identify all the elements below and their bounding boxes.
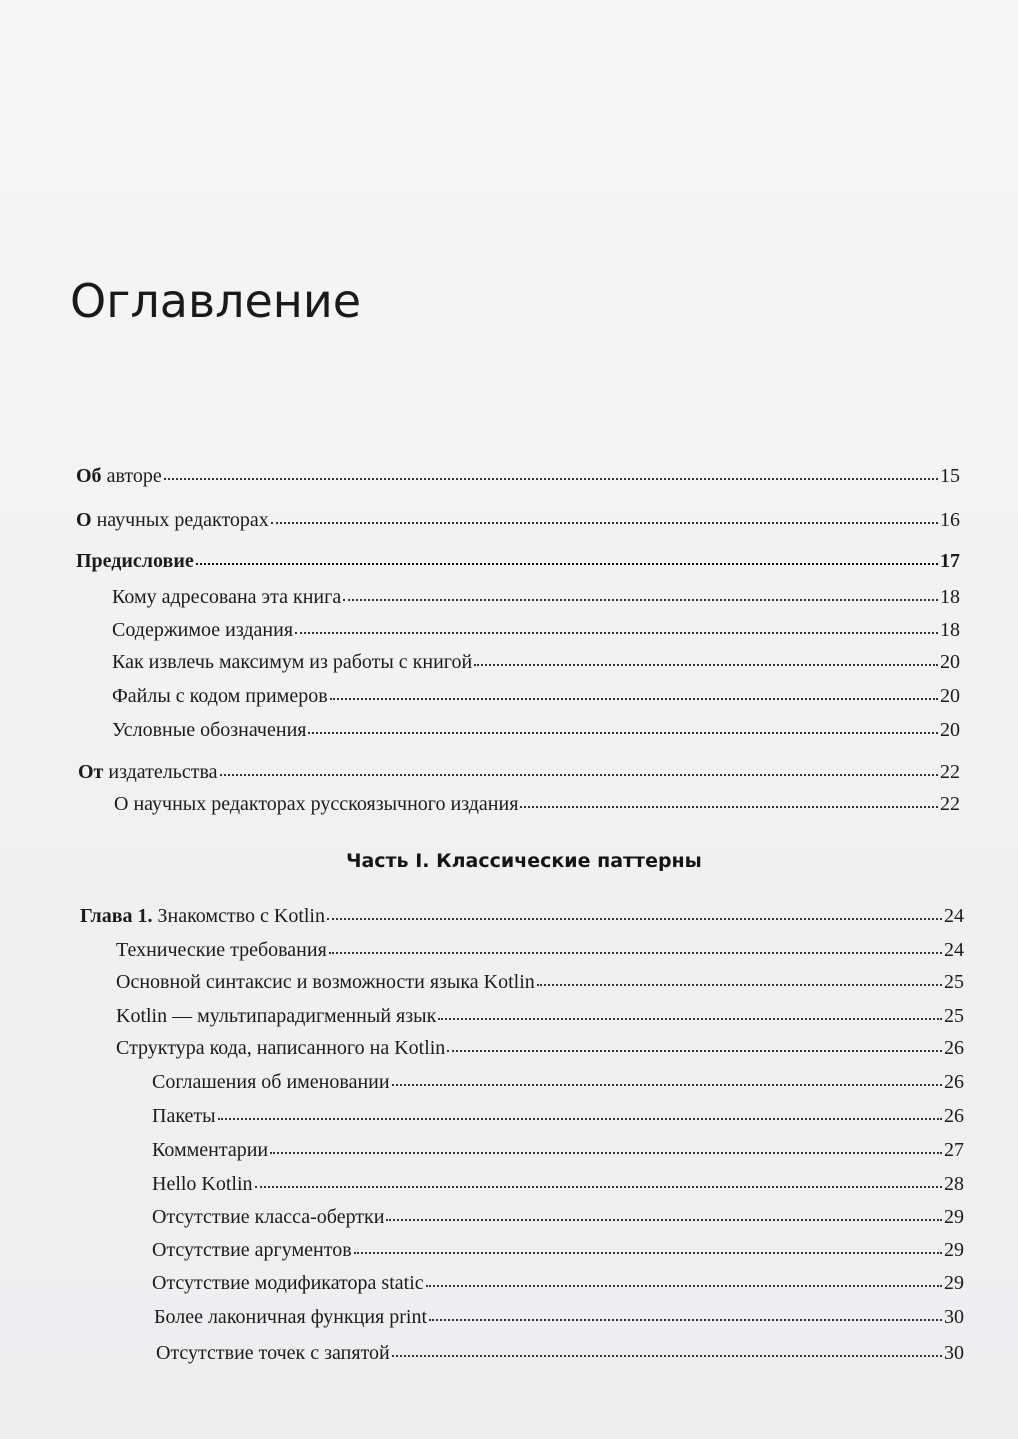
toc-entry-label: О научных редакторах русскоязычного издания bbox=[114, 793, 519, 815]
toc-entry[interactable] bbox=[116, 938, 964, 962]
toc-leader-dots bbox=[330, 697, 938, 700]
toc-leader-dots bbox=[354, 1251, 942, 1254]
toc-page-number: 30 bbox=[944, 1342, 964, 1364]
toc-entry-label: Об авторе bbox=[76, 465, 162, 487]
toc-entry-label: Предисловие bbox=[76, 550, 194, 572]
toc-entry-label: Пакеты bbox=[152, 1105, 216, 1127]
toc-entry-label: Отсутствие точек с запятой bbox=[156, 1342, 390, 1364]
toc-leader-dots bbox=[327, 917, 942, 920]
toc-page-number: 20 bbox=[940, 685, 960, 707]
toc-entry[interactable] bbox=[152, 1205, 964, 1229]
toc-entry-label: Отсутствие аргументов bbox=[152, 1239, 352, 1261]
toc-leader-dots bbox=[220, 773, 938, 776]
toc-leader-dots bbox=[392, 1083, 942, 1086]
toc-entry-label: Комментарии bbox=[152, 1139, 269, 1161]
toc-entry[interactable] bbox=[116, 970, 964, 994]
toc-entry[interactable] bbox=[154, 1305, 964, 1329]
toc-page-number: 22 bbox=[940, 793, 960, 815]
toc-entry[interactable] bbox=[112, 684, 960, 708]
toc-leader-dots bbox=[537, 983, 942, 986]
toc-leader-dots bbox=[255, 1185, 942, 1188]
toc-entry[interactable] bbox=[112, 718, 960, 742]
toc-page-number: 20 bbox=[940, 719, 960, 741]
toc-entry-label: Соглашения об именовании bbox=[152, 1071, 390, 1093]
toc-leader-dots bbox=[392, 1354, 942, 1357]
toc-entry[interactable] bbox=[76, 508, 960, 532]
toc-page-number: 18 bbox=[940, 586, 960, 608]
toc-page-number: 26 bbox=[944, 1037, 964, 1059]
toc-page-number: 25 bbox=[944, 1005, 964, 1027]
toc-leader-dots bbox=[520, 805, 938, 808]
toc-page-number: 20 bbox=[940, 651, 960, 673]
toc-page-number: 17 bbox=[940, 550, 960, 572]
toc-page-number: 26 bbox=[944, 1071, 964, 1093]
toc-entry[interactable] bbox=[112, 618, 960, 642]
toc-entry[interactable] bbox=[152, 1172, 964, 1196]
toc-page-number: 24 bbox=[944, 905, 964, 927]
toc-leader-dots bbox=[271, 521, 938, 524]
toc-leader-dots bbox=[329, 951, 942, 954]
toc-entry[interactable] bbox=[152, 1238, 964, 1262]
toc-entry[interactable] bbox=[76, 549, 960, 573]
toc-entry-label: Файлы с кодом примеров bbox=[112, 685, 328, 707]
toc-entry[interactable] bbox=[76, 464, 960, 488]
toc-entry[interactable] bbox=[156, 1341, 964, 1365]
toc-page-number: 18 bbox=[940, 619, 960, 641]
toc-entry[interactable] bbox=[152, 1104, 964, 1128]
toc-entry-label: Условные обозначения bbox=[112, 719, 307, 741]
toc-entry-label: Глава 1. Знакомство с Kotlin bbox=[80, 905, 325, 927]
toc-entry-label: Hello Kotlin bbox=[152, 1173, 253, 1195]
toc-leader-dots bbox=[447, 1049, 942, 1052]
toc-entry[interactable] bbox=[152, 1271, 964, 1295]
toc-page-number: 22 bbox=[940, 761, 960, 783]
toc-entry-label: Как извлечь максимум из работы с книгой bbox=[112, 651, 473, 673]
toc-page-number: 29 bbox=[944, 1206, 964, 1228]
toc-page-number: 27 bbox=[944, 1139, 964, 1161]
toc-page-number: 24 bbox=[944, 939, 964, 961]
toc-entry[interactable] bbox=[152, 1070, 964, 1094]
toc-entry-label: Технические требования bbox=[116, 939, 327, 961]
toc-page-number: 30 bbox=[944, 1306, 964, 1328]
toc-page-number: 29 bbox=[944, 1239, 964, 1261]
toc-entry[interactable] bbox=[114, 792, 960, 816]
toc-entry-label: Отсутствие модификатора static bbox=[152, 1272, 424, 1294]
toc-page-number: 15 bbox=[940, 465, 960, 487]
toc-entry-label: Kotlin — мультипарадигменный язык bbox=[116, 1005, 437, 1027]
toc-entry-label: От издательства bbox=[78, 761, 218, 783]
toc-leader-dots bbox=[474, 663, 938, 666]
toc-entry[interactable] bbox=[80, 904, 964, 928]
toc-leader-dots bbox=[164, 477, 938, 480]
toc-leader-dots bbox=[429, 1318, 942, 1321]
part-heading-text: Часть I. Классические паттерны bbox=[346, 850, 702, 872]
part-heading bbox=[0, 850, 1018, 872]
toc-entry-label: Содержимое издания bbox=[112, 619, 294, 641]
toc-entry-label: О научных редакторах bbox=[76, 509, 269, 531]
toc-leader-dots bbox=[270, 1151, 942, 1154]
toc-page-number: 28 bbox=[944, 1173, 964, 1195]
toc-entry-label: Структура кода, написанного на Kotlin bbox=[116, 1037, 446, 1059]
toc-entry[interactable] bbox=[152, 1138, 964, 1162]
toc-page-number: 29 bbox=[944, 1272, 964, 1294]
toc-page-number: 16 bbox=[940, 509, 960, 531]
toc-entry[interactable] bbox=[78, 760, 960, 784]
toc-leader-dots bbox=[196, 562, 938, 565]
toc-entry-label: Более лаконичная функция print bbox=[154, 1306, 428, 1328]
toc-leader-dots bbox=[438, 1017, 942, 1020]
toc-entry[interactable] bbox=[112, 585, 960, 609]
toc-page-number: 25 bbox=[944, 971, 964, 993]
toc-entry[interactable] bbox=[116, 1036, 964, 1060]
page-title: Оглавление bbox=[70, 274, 362, 328]
toc-entry-label: Кому адресована эта книга bbox=[112, 586, 342, 608]
toc-entry[interactable] bbox=[116, 1004, 964, 1028]
toc-leader-dots bbox=[343, 598, 938, 601]
toc-entry-label: Основной синтаксис и возможности языка Kotlin bbox=[116, 971, 535, 993]
toc-leader-dots bbox=[308, 731, 938, 734]
toc-leader-dots bbox=[386, 1218, 942, 1221]
toc-entry[interactable] bbox=[112, 650, 960, 674]
toc-page-number: 26 bbox=[944, 1105, 964, 1127]
toc-leader-dots bbox=[426, 1284, 942, 1287]
toc-entry-label: Отсутствие класса-обертки bbox=[152, 1206, 385, 1228]
toc-leader-dots bbox=[295, 631, 938, 634]
toc-leader-dots bbox=[218, 1117, 942, 1120]
